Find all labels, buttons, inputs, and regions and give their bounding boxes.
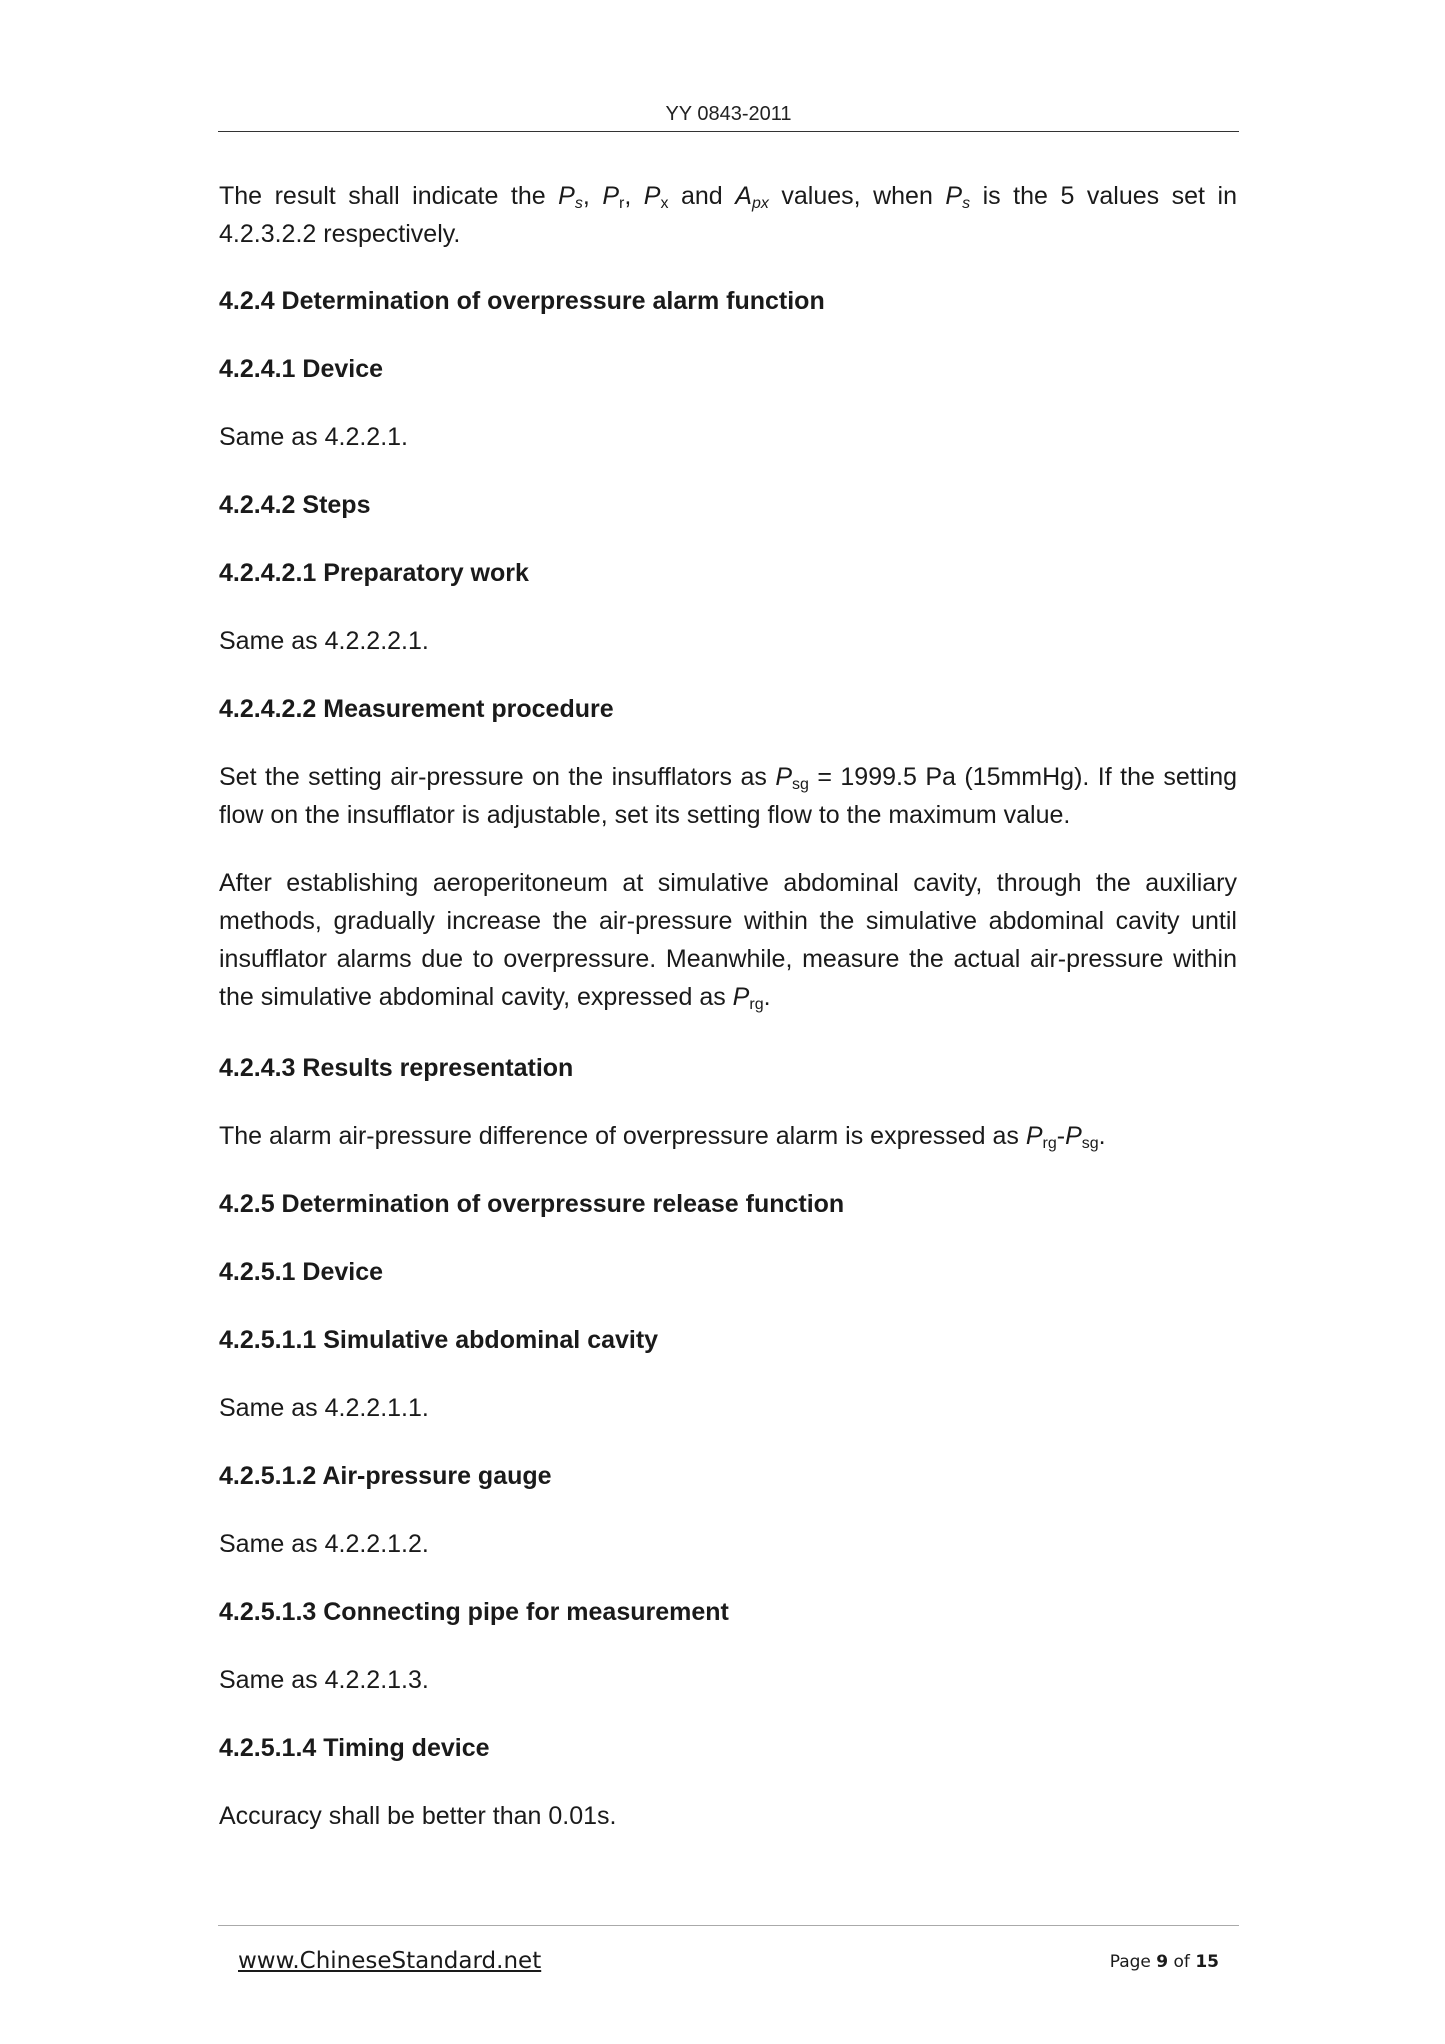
setting-paragraph: Set the setting air-pressure on the insufflators as $P_{sg} = 1999.5$ Pa (15mmHg). If the setting flow on the insufflator is adjustable, set its setting flow to the maximum value.: [219, 763, 1238, 829]
heading-4-2-5-1-4: 4.2.5.1.4 Timing device: [219, 1734, 490, 1762]
page-number: Page 9 of 15: [1109, 1952, 1219, 1972]
heading-4-2-4: 4.2.4 Determination of overpressure alarm function: [219, 287, 825, 315]
heading-4-2-4-3: 4.2.4.3 Results representation: [219, 1054, 574, 1082]
footer-rule: [218, 1925, 1239, 1926]
heading-4-2-4-1: 4.2.4.1 Device: [219, 355, 384, 383]
paragraph-4-2-5-1-3: Same as 4.2.2.1.3.: [219, 1666, 429, 1694]
result-paragraph: The result shall indicate the $P_s$, $P_r$, $P_x$ and $A_{px}$ values, when $P_s$ is the 5 values set in 4.2.3.2.2 respectively.: [219, 182, 1237, 248]
paragraph-4-2-4-1: Same as 4.2.2.1.: [219, 423, 409, 451]
paragraph-4-2-5-1-4: Accuracy shall be better than 0.01s.: [219, 1802, 617, 1830]
paragraph-4-2-4-3: The alarm air-pressure difference of overpressure alarm is expressed as $P_{rg}-P_{sg}$.: [219, 1122, 1106, 1152]
website-link[interactable]: www.ChineseStandard.net: [238, 1948, 542, 1974]
procedure-paragraph: After establishing aeroperitoneum at simulative abdominal cavity, through the auxiliary methods, gradually increase the air-pressure within the simulative abdominal cavity until insufflator alarms due to overpressure. Meanwhile, measure the actual air-pressure within the simulative abdominal cavity, expressed as $P_{rg}$.: [219, 869, 1237, 1013]
heading-4-2-4-2-2: 4.2.4.2.2 Measurement procedure: [219, 695, 614, 723]
paragraph-4-2-5-1-1: Same as 4.2.2.1.1.: [219, 1394, 429, 1422]
heading-4-2-5-1-2: 4.2.5.1.2 Air-pressure gauge: [219, 1462, 552, 1490]
heading-4-2-5-1: 4.2.5.1 Device: [219, 1258, 384, 1286]
document-id: YY 0843-2011: [665, 103, 792, 125]
header-rule: [218, 131, 1239, 132]
heading-4-2-4-2: 4.2.4.2 Steps: [219, 491, 371, 519]
heading-4-2-5: 4.2.5 Determination of overpressure release function: [219, 1190, 845, 1218]
paragraph-4-2-4-2-1: Same as 4.2.2.2.1.: [219, 627, 429, 655]
heading-4-2-5-1-3: 4.2.5.1.3 Connecting pipe for measurement: [219, 1598, 729, 1626]
paragraph-4-2-5-1-2: Same as 4.2.2.1.2.: [219, 1530, 429, 1558]
heading-4-2-4-2-1: 4.2.4.2.1 Preparatory work: [219, 559, 529, 587]
heading-4-2-5-1-1: 4.2.5.1.1 Simulative abdominal cavity: [219, 1326, 659, 1354]
